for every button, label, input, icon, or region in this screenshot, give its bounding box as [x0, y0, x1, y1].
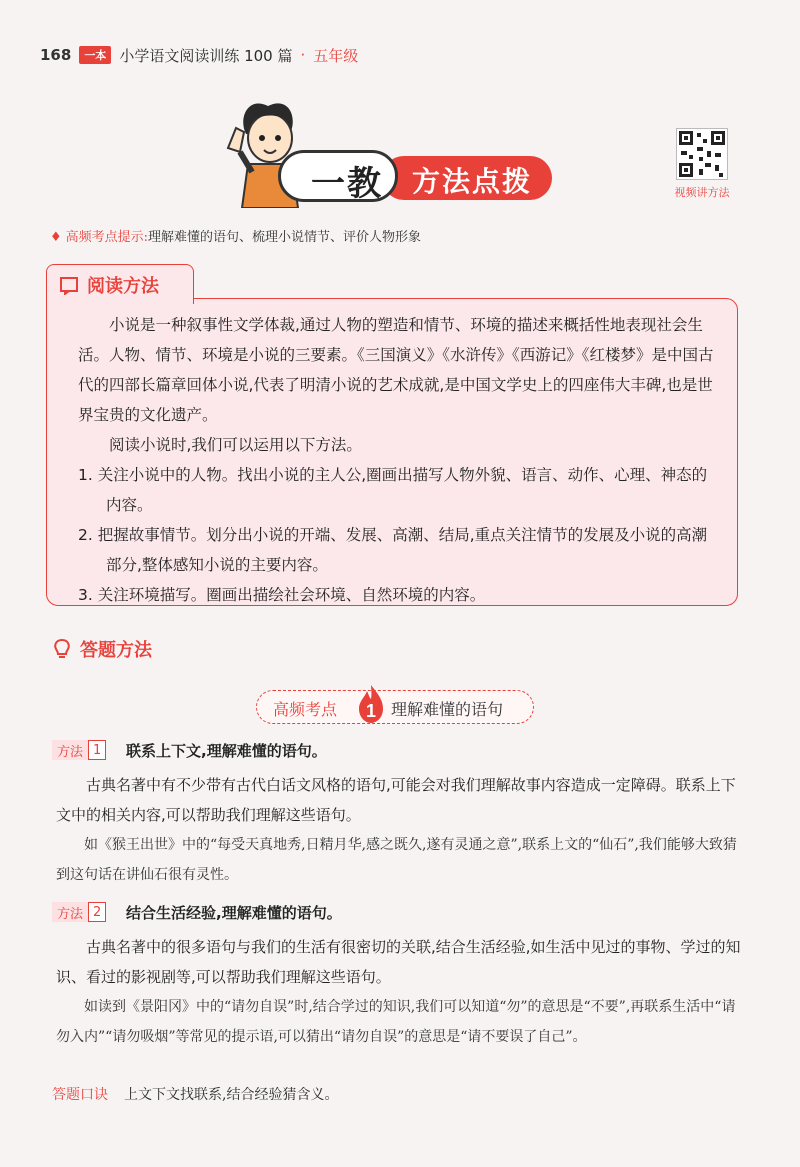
qr-code-icon[interactable]	[676, 128, 728, 180]
method-title: 联系上下文,理解难懂的语句。	[126, 742, 327, 760]
method-body	[56, 770, 746, 890]
key-point-badge	[256, 690, 534, 724]
hint-text: 理解难懂的语句、梳理小说情节、评价人物形象	[148, 230, 422, 245]
brand-logo: 一本	[79, 46, 111, 64]
reading-method-content	[78, 310, 718, 610]
exam-hint	[50, 226, 421, 245]
tip-text: 上文下文找联系,结合经验猜含义。	[124, 1087, 339, 1103]
banner-right	[382, 156, 552, 200]
key-point-number: 1	[365, 701, 377, 721]
key-point-text: 理解难懂的语句	[391, 700, 504, 719]
flame-icon: ♦	[50, 230, 62, 245]
lightbulb-icon	[52, 638, 72, 660]
header-separator: ·	[300, 46, 306, 64]
reading-method-title: 阅读方法	[87, 275, 159, 297]
method-example: 如《猴王出世》中的“每受天真地秀,日精月华,感之既久,遂有灵通之意”,联系上文的“仙石”,我们能够大致猜到这句话在讲仙石很有灵性。	[56, 837, 737, 883]
method-example: 如读到《景阳冈》中的“请勿自误”时,结合学过的知识,我们可以知道“勿”的意思是“不要”,再联系生活中“请勿入内”“请勿吸烟”等常见的提示语,可以猜出“请勿自误”的意思是“请不要误了自己”。	[56, 999, 736, 1045]
book-title: 小学语文阅读训练 100 篇	[119, 46, 293, 65]
method-tag-label: 方法	[52, 740, 88, 760]
method-tag-number: 1	[88, 740, 106, 760]
answer-method-heading	[52, 636, 152, 662]
method-tag-number: 2	[88, 902, 106, 922]
method-body	[56, 932, 746, 1052]
answer-method-title: 答题方法	[80, 640, 152, 661]
hint-label: 高频考点提示:	[65, 230, 149, 245]
reading-paragraph: 阅读小说时,我们可以运用以下方法。	[109, 436, 362, 454]
reading-list-item: 2. 把握故事情节。划分出小说的开端、发展、高潮、结局,重点关注情节的发展及小说的高潮部分,整体感知小说的主要内容。	[78, 526, 708, 574]
method-description: 古典名著中的很多语句与我们的生活有很密切的关联,结合生活经验,如生活中见过的事物、学过的知识、看过的影视剧等,可以帮助我们理解这些语句。	[56, 938, 741, 986]
page-number: 168	[40, 46, 72, 64]
reading-method-tab	[46, 264, 194, 304]
method-tag	[52, 902, 106, 922]
method-description: 古典名著中有不少带有古代白话文风格的语句,可能会对我们理解故事内容造成一定障碍。联系上下文中的相关内容,可以帮助我们理解这些语句。	[56, 776, 736, 824]
tip-label: 答题口诀	[52, 1087, 108, 1103]
qr-label: 视频讲方法	[674, 186, 730, 199]
flame-number-icon	[357, 683, 385, 725]
reading-list-item: 1. 关注小说中的人物。找出小说的主人公,圈画出描写人物外貌、语言、动作、心理、神态的内容。	[78, 466, 708, 514]
answer-tip	[52, 1084, 338, 1104]
reading-paragraph: 小说是一种叙事性文学体裁,通过人物的塑造和情节、环境的描述来概括性地表现社会生活。人物、情节、环境是小说的三要素。《三国演义》《水浒传》《西游记》《红楼梦》是中国古代的四部长篇章回体小说,代表了明清小说的艺术成就,是中国文学史上的四座伟大丰碑,也是世界宝贵的文化遗产。	[78, 316, 714, 424]
method-tag	[52, 740, 106, 760]
banner-title: 一教	[311, 164, 383, 204]
reading-list-item: 3. 关注环境描写。圈画出描绘社会环境、自然环境的内容。	[78, 586, 486, 604]
key-point-label: 高频考点	[273, 700, 338, 719]
grade-label: 五年级	[313, 46, 359, 65]
method-title: 结合生活经验,理解难懂的语句。	[126, 904, 342, 922]
method-tag-label: 方法	[52, 902, 88, 922]
section-banner	[278, 150, 556, 208]
banner-left	[278, 150, 398, 202]
book-icon	[59, 275, 79, 295]
page-header	[40, 44, 358, 66]
banner-subtitle: 方法点拨	[412, 165, 533, 198]
